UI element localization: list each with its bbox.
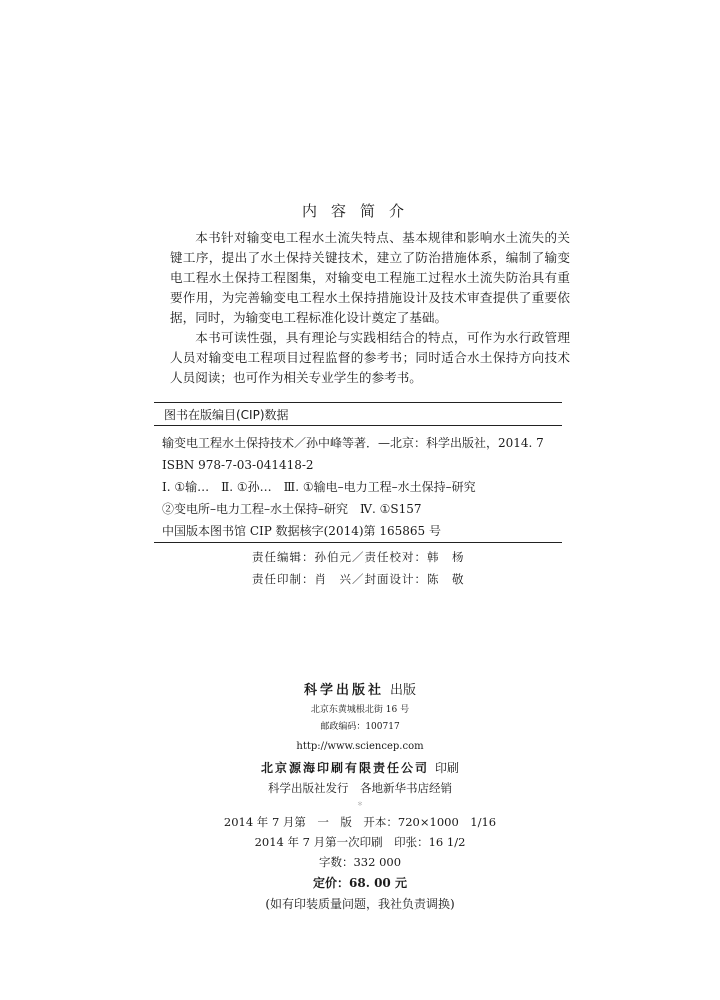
cip-divider — [154, 542, 562, 543]
cip-line-classification-1: Ⅰ. ①输… Ⅱ. ①孙… Ⅲ. ①输电–电力工程–水土保持–研究 — [162, 480, 476, 494]
cip-line-isbn: ISBN 978-7-03-041418-2 — [162, 458, 314, 472]
cip-line-title: 输变电工程水土保持技术／孙中峰等著．—北京：科学出版社，2014. 7 — [162, 436, 544, 450]
publisher-address: 北京东黄城根北街 16 号 — [310, 705, 410, 715]
edition-line-2: 2014 年 7 月第一次印刷 印张：16 1/2 — [254, 835, 466, 849]
cip-data-block — [162, 432, 562, 542]
printer-suffix: 印刷 — [435, 761, 460, 775]
publisher-url: http://www.sciencep.com — [296, 741, 424, 752]
word-count: 字数：332 000 — [318, 855, 402, 869]
publisher-block — [0, 680, 720, 914]
cip-header: 图书在版编目(CIP)数据 — [154, 402, 562, 426]
cip-line-classification-2: ②变电所–电力工程–水土保持–研究 Ⅳ. ①S157 — [162, 502, 422, 516]
editors-block — [252, 546, 552, 590]
editors-line-1: 责任编辑：孙伯元／责任校对：韩 杨 — [252, 550, 465, 564]
quality-notice: (如有印装质量问题，我社负责调换) — [265, 897, 455, 911]
summary-body — [170, 228, 570, 388]
summary-paragraph-2: 本书可读性强，具有理论与实践相结合的特点，可作为水行政管理人员对输变电工程项目过程监督的参考书；同时适合水土保持方向技术人员阅读；也可作为相关专业学生的参考书。 — [170, 330, 570, 385]
price: 定价：68. 00 元 — [313, 876, 407, 890]
cip-line-record-number: 中国版本图书馆 CIP 数据核字(2014)第 165865 号 — [162, 524, 441, 538]
edition-line-1: 2014 年 7 月第 一 版 开本：720×1000 1/16 — [223, 815, 497, 829]
printer-line — [0, 758, 720, 778]
publisher-name-suffix: 出版 — [390, 683, 417, 698]
editors-line-2: 责任印制：肖 兴／封面设计：陈 敬 — [252, 572, 465, 586]
printer-name: 北京源海印刷有限责任公司 — [260, 761, 429, 775]
distribution-line: 科学出版社发行 各地新华书店经销 — [268, 781, 452, 795]
publisher-name: 科学出版社 — [303, 683, 384, 698]
summary-title: 内容简介 — [301, 202, 418, 220]
publisher-postcode: 邮政编码：100717 — [320, 722, 400, 732]
publisher-name-line — [0, 680, 720, 702]
separator-mark: ＊ — [356, 801, 363, 808]
summary-paragraph-1: 本书针对输变电工程水土流失特点、基本规律和影响水土流失的关键工序，提出了水土保持关键技术，建立了防治措施体系，编制了输变电工程水土保持工程图集，对输变电工程施工过程水土流失防治具有重要作用，为完善输变电工程水土保持措施设计及技术审查提供了重要依据，同时，为输变电工程标准化设计奠定了基础。 — [170, 230, 570, 325]
